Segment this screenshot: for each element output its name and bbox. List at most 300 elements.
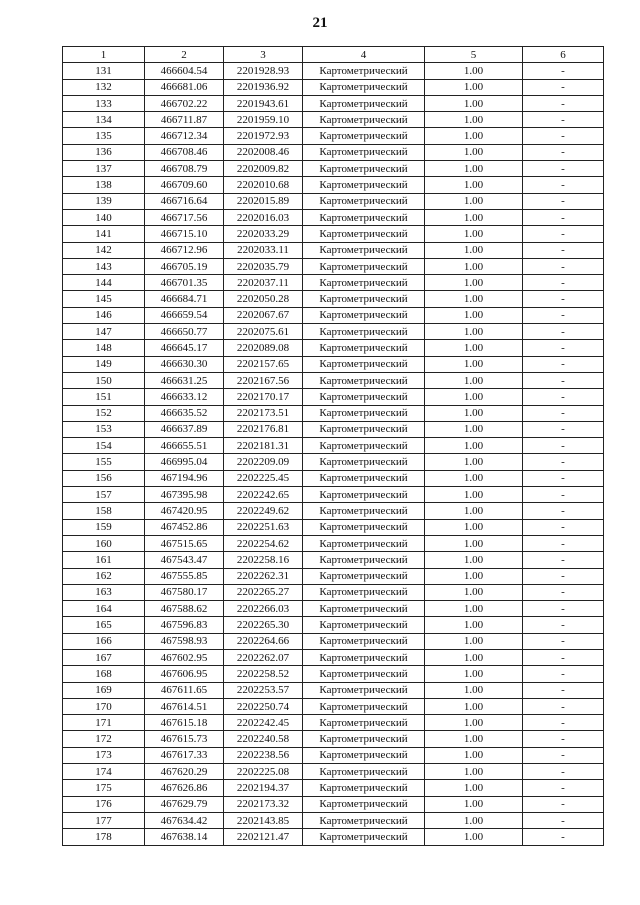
- cell-y-coordinate: 2201928.93: [224, 63, 303, 79]
- cell-method: Картометрический: [303, 95, 425, 111]
- cell-point-number: 132: [63, 79, 145, 95]
- cell-point-number: 168: [63, 666, 145, 682]
- cell-y-coordinate: 2202262.07: [224, 649, 303, 665]
- cell-method: Картометрический: [303, 356, 425, 372]
- cell-method: Картометрический: [303, 324, 425, 340]
- cell-y-coordinate: 2202050.28: [224, 291, 303, 307]
- table-row: [63, 258, 604, 274]
- cell-point-number: 150: [63, 372, 145, 388]
- cell-accuracy: 1.00: [425, 617, 523, 633]
- cell-method: Картометрический: [303, 487, 425, 503]
- cell-x-coordinate: 466631.25: [145, 372, 224, 388]
- cell-y-coordinate: 2202157.65: [224, 356, 303, 372]
- cell-accuracy: 1.00: [425, 519, 523, 535]
- table-row: [63, 193, 604, 209]
- cell-x-coordinate: 467617.33: [145, 747, 224, 763]
- cell-y-coordinate: 2202037.11: [224, 275, 303, 291]
- cell-y-coordinate: 2202242.65: [224, 487, 303, 503]
- table-row: [63, 487, 604, 503]
- cell-method: Картометрический: [303, 519, 425, 535]
- cell-point-number: 149: [63, 356, 145, 372]
- cell-accuracy: 1.00: [425, 177, 523, 193]
- cell-x-coordinate: 467629.79: [145, 796, 224, 812]
- cell-y-coordinate: 2202225.08: [224, 764, 303, 780]
- cell-note: -: [523, 112, 604, 128]
- cell-method: Картометрический: [303, 731, 425, 747]
- cell-point-number: 167: [63, 649, 145, 665]
- cell-accuracy: 1.00: [425, 812, 523, 828]
- cell-method: Картометрический: [303, 715, 425, 731]
- cell-point-number: 143: [63, 258, 145, 274]
- cell-y-coordinate: 2202173.51: [224, 405, 303, 421]
- cell-x-coordinate: 467614.51: [145, 698, 224, 714]
- cell-accuracy: 1.00: [425, 193, 523, 209]
- cell-y-coordinate: 2202265.27: [224, 584, 303, 600]
- cell-method: Картометрический: [303, 291, 425, 307]
- cell-x-coordinate: 467543.47: [145, 552, 224, 568]
- cell-method: Картометрический: [303, 764, 425, 780]
- cell-method: Картометрический: [303, 747, 425, 763]
- cell-note: -: [523, 324, 604, 340]
- cell-method: Картометрический: [303, 372, 425, 388]
- page-number: 21: [312, 15, 328, 31]
- table-row: [63, 568, 604, 584]
- cell-accuracy: 1.00: [425, 438, 523, 454]
- cell-method: Картометрический: [303, 649, 425, 665]
- cell-point-number: 136: [63, 144, 145, 160]
- cell-method: Картометрический: [303, 193, 425, 209]
- cell-point-number: 142: [63, 242, 145, 258]
- cell-point-number: 154: [63, 438, 145, 454]
- cell-note: -: [523, 275, 604, 291]
- cell-y-coordinate: 2202181.31: [224, 438, 303, 454]
- cell-accuracy: 1.00: [425, 568, 523, 584]
- cell-x-coordinate: 466708.46: [145, 144, 224, 160]
- cell-point-number: 146: [63, 307, 145, 323]
- cell-x-coordinate: 467620.29: [145, 764, 224, 780]
- cell-point-number: 174: [63, 764, 145, 780]
- cell-accuracy: 1.00: [425, 780, 523, 796]
- table-row: [63, 389, 604, 405]
- cell-accuracy: 1.00: [425, 584, 523, 600]
- cell-y-coordinate: 2202242.45: [224, 715, 303, 731]
- table-row: [63, 161, 604, 177]
- cell-x-coordinate: 467638.14: [145, 829, 224, 845]
- cell-note: -: [523, 193, 604, 209]
- cell-x-coordinate: 467420.95: [145, 503, 224, 519]
- cell-point-number: 138: [63, 177, 145, 193]
- cell-method: Картометрический: [303, 535, 425, 551]
- cell-x-coordinate: 467588.62: [145, 601, 224, 617]
- header-cell-3: 3: [224, 47, 303, 63]
- cell-method: Картометрический: [303, 682, 425, 698]
- cell-note: -: [523, 649, 604, 665]
- cell-point-number: 157: [63, 487, 145, 503]
- cell-method: Картометрический: [303, 161, 425, 177]
- table-row: [63, 324, 604, 340]
- cell-note: -: [523, 340, 604, 356]
- cell-method: Картометрический: [303, 405, 425, 421]
- cell-x-coordinate: 467580.17: [145, 584, 224, 600]
- cell-method: Картометрический: [303, 209, 425, 225]
- cell-point-number: 160: [63, 535, 145, 551]
- cell-note: -: [523, 568, 604, 584]
- cell-note: -: [523, 242, 604, 258]
- cell-y-coordinate: 2202238.56: [224, 747, 303, 763]
- cell-y-coordinate: 2201936.92: [224, 79, 303, 95]
- cell-x-coordinate: 466659.54: [145, 307, 224, 323]
- cell-accuracy: 1.00: [425, 682, 523, 698]
- cell-accuracy: 1.00: [425, 161, 523, 177]
- cell-method: Картометрический: [303, 617, 425, 633]
- cell-y-coordinate: 2202033.29: [224, 226, 303, 242]
- header-row: [63, 47, 604, 63]
- table-row: [63, 617, 604, 633]
- cell-x-coordinate: 467598.93: [145, 633, 224, 649]
- cell-method: Картометрический: [303, 112, 425, 128]
- cell-note: -: [523, 535, 604, 551]
- cell-x-coordinate: 466712.34: [145, 128, 224, 144]
- cell-y-coordinate: 2202173.32: [224, 796, 303, 812]
- cell-x-coordinate: 466637.89: [145, 421, 224, 437]
- table-row: [63, 405, 604, 421]
- cell-point-number: 151: [63, 389, 145, 405]
- cell-method: Картометрический: [303, 389, 425, 405]
- cell-point-number: 178: [63, 829, 145, 845]
- cell-point-number: 135: [63, 128, 145, 144]
- cell-y-coordinate: 2202194.37: [224, 780, 303, 796]
- table-row: [63, 601, 604, 617]
- cell-x-coordinate: 466702.22: [145, 95, 224, 111]
- cell-point-number: 139: [63, 193, 145, 209]
- cell-point-number: 144: [63, 275, 145, 291]
- table-row: [63, 503, 604, 519]
- cell-y-coordinate: 2202209.09: [224, 454, 303, 470]
- cell-x-coordinate: 466681.06: [145, 79, 224, 95]
- cell-accuracy: 1.00: [425, 389, 523, 405]
- cell-note: -: [523, 796, 604, 812]
- header-cell-6: 6: [523, 47, 604, 63]
- cell-point-number: 131: [63, 63, 145, 79]
- table-row: [63, 731, 604, 747]
- cell-y-coordinate: 2202250.74: [224, 698, 303, 714]
- cell-accuracy: 1.00: [425, 698, 523, 714]
- cell-note: -: [523, 372, 604, 388]
- cell-y-coordinate: 2202258.52: [224, 666, 303, 682]
- cell-accuracy: 1.00: [425, 535, 523, 551]
- cell-y-coordinate: 2202075.61: [224, 324, 303, 340]
- cell-point-number: 137: [63, 161, 145, 177]
- cell-method: Картометрический: [303, 226, 425, 242]
- cell-accuracy: 1.00: [425, 242, 523, 258]
- cell-y-coordinate: 2202265.30: [224, 617, 303, 633]
- cell-note: -: [523, 421, 604, 437]
- cell-accuracy: 1.00: [425, 291, 523, 307]
- cell-method: Картометрический: [303, 307, 425, 323]
- cell-x-coordinate: 467602.95: [145, 649, 224, 665]
- header-cell-4: 4: [303, 47, 425, 63]
- cell-y-coordinate: 2202266.03: [224, 601, 303, 617]
- cell-method: Картометрический: [303, 258, 425, 274]
- cell-x-coordinate: 466645.17: [145, 340, 224, 356]
- cell-y-coordinate: 2202167.56: [224, 372, 303, 388]
- table-row: [63, 470, 604, 486]
- cell-accuracy: 1.00: [425, 487, 523, 503]
- cell-x-coordinate: 466715.10: [145, 226, 224, 242]
- cell-note: -: [523, 209, 604, 225]
- cell-note: -: [523, 731, 604, 747]
- cell-accuracy: 1.00: [425, 79, 523, 95]
- cell-x-coordinate: 467615.18: [145, 715, 224, 731]
- cell-method: Картометрический: [303, 829, 425, 845]
- cell-method: Картометрический: [303, 454, 425, 470]
- cell-point-number: 134: [63, 112, 145, 128]
- cell-method: Картометрический: [303, 242, 425, 258]
- table-row: [63, 682, 604, 698]
- table-row: [63, 666, 604, 682]
- cell-y-coordinate: 2202067.67: [224, 307, 303, 323]
- cell-accuracy: 1.00: [425, 829, 523, 845]
- cell-point-number: 173: [63, 747, 145, 763]
- cell-point-number: 145: [63, 291, 145, 307]
- table-row: [63, 372, 604, 388]
- cell-accuracy: 1.00: [425, 633, 523, 649]
- cell-y-coordinate: 2202008.46: [224, 144, 303, 160]
- cell-note: -: [523, 128, 604, 144]
- cell-accuracy: 1.00: [425, 144, 523, 160]
- table-row: [63, 79, 604, 95]
- cell-note: -: [523, 356, 604, 372]
- cell-method: Картометрический: [303, 438, 425, 454]
- table-row: [63, 633, 604, 649]
- cell-x-coordinate: 466684.71: [145, 291, 224, 307]
- cell-y-coordinate: 2202251.63: [224, 519, 303, 535]
- cell-y-coordinate: 2202121.47: [224, 829, 303, 845]
- cell-point-number: 175: [63, 780, 145, 796]
- cell-note: -: [523, 698, 604, 714]
- cell-x-coordinate: 466635.52: [145, 405, 224, 421]
- cell-note: -: [523, 487, 604, 503]
- cell-y-coordinate: 2202016.03: [224, 209, 303, 225]
- cell-note: -: [523, 829, 604, 845]
- table-row: [63, 356, 604, 372]
- table-row: [63, 764, 604, 780]
- cell-x-coordinate: 467615.73: [145, 731, 224, 747]
- cell-y-coordinate: 2201959.10: [224, 112, 303, 128]
- cell-method: Картометрический: [303, 144, 425, 160]
- cell-method: Картометрический: [303, 340, 425, 356]
- cell-note: -: [523, 454, 604, 470]
- cell-accuracy: 1.00: [425, 307, 523, 323]
- table-header: [63, 47, 604, 63]
- cell-point-number: 166: [63, 633, 145, 649]
- cell-x-coordinate: 466633.12: [145, 389, 224, 405]
- cell-note: -: [523, 438, 604, 454]
- cell-note: -: [523, 291, 604, 307]
- cell-note: -: [523, 764, 604, 780]
- cell-y-coordinate: 2202010.68: [224, 177, 303, 193]
- cell-y-coordinate: 2202249.62: [224, 503, 303, 519]
- cell-y-coordinate: 2202170.17: [224, 389, 303, 405]
- cell-method: Картометрический: [303, 796, 425, 812]
- cell-point-number: 171: [63, 715, 145, 731]
- cell-x-coordinate: 466655.51: [145, 438, 224, 454]
- cell-x-coordinate: 466650.77: [145, 324, 224, 340]
- cell-accuracy: 1.00: [425, 601, 523, 617]
- cell-y-coordinate: 2202089.08: [224, 340, 303, 356]
- header-cell-1: 1: [63, 47, 145, 63]
- cell-y-coordinate: 2202035.79: [224, 258, 303, 274]
- cell-note: -: [523, 747, 604, 763]
- cell-note: -: [523, 812, 604, 828]
- cell-method: Картометрический: [303, 633, 425, 649]
- table-row: [63, 275, 604, 291]
- cell-x-coordinate: 467395.98: [145, 487, 224, 503]
- cell-point-number: 164: [63, 601, 145, 617]
- cell-point-number: 176: [63, 796, 145, 812]
- cell-accuracy: 1.00: [425, 470, 523, 486]
- table-row: [63, 209, 604, 225]
- table-row: [63, 95, 604, 111]
- cell-note: -: [523, 601, 604, 617]
- cell-note: -: [523, 258, 604, 274]
- cell-note: -: [523, 552, 604, 568]
- cell-note: -: [523, 780, 604, 796]
- cell-y-coordinate: 2202254.62: [224, 535, 303, 551]
- cell-x-coordinate: 466705.19: [145, 258, 224, 274]
- cell-y-coordinate: 2201943.61: [224, 95, 303, 111]
- cell-method: Картометрический: [303, 177, 425, 193]
- cell-accuracy: 1.00: [425, 226, 523, 242]
- coordinates-table: [62, 46, 604, 846]
- cell-accuracy: 1.00: [425, 666, 523, 682]
- cell-point-number: 165: [63, 617, 145, 633]
- table-row: [63, 584, 604, 600]
- cell-note: -: [523, 584, 604, 600]
- table-row: [63, 829, 604, 845]
- cell-accuracy: 1.00: [425, 112, 523, 128]
- cell-x-coordinate: 466717.56: [145, 209, 224, 225]
- cell-accuracy: 1.00: [425, 454, 523, 470]
- cell-x-coordinate: 466604.54: [145, 63, 224, 79]
- cell-x-coordinate: 466708.79: [145, 161, 224, 177]
- table-row: [63, 307, 604, 323]
- cell-note: -: [523, 503, 604, 519]
- cell-accuracy: 1.00: [425, 356, 523, 372]
- cell-accuracy: 1.00: [425, 372, 523, 388]
- table-row: [63, 552, 604, 568]
- cell-accuracy: 1.00: [425, 731, 523, 747]
- cell-note: -: [523, 470, 604, 486]
- cell-x-coordinate: 466712.96: [145, 242, 224, 258]
- cell-accuracy: 1.00: [425, 128, 523, 144]
- cell-point-number: 172: [63, 731, 145, 747]
- cell-y-coordinate: 2202015.89: [224, 193, 303, 209]
- cell-note: -: [523, 177, 604, 193]
- cell-accuracy: 1.00: [425, 796, 523, 812]
- cell-accuracy: 1.00: [425, 275, 523, 291]
- cell-note: -: [523, 307, 604, 323]
- cell-accuracy: 1.00: [425, 552, 523, 568]
- table-row: [63, 454, 604, 470]
- cell-y-coordinate: 2201972.93: [224, 128, 303, 144]
- table-row: [63, 649, 604, 665]
- cell-note: -: [523, 519, 604, 535]
- cell-note: -: [523, 682, 604, 698]
- table-row: [63, 421, 604, 437]
- table-row: [63, 438, 604, 454]
- cell-x-coordinate: 467194.96: [145, 470, 224, 486]
- cell-accuracy: 1.00: [425, 405, 523, 421]
- cell-point-number: 140: [63, 209, 145, 225]
- cell-accuracy: 1.00: [425, 324, 523, 340]
- cell-method: Картометрический: [303, 552, 425, 568]
- cell-x-coordinate: 466711.87: [145, 112, 224, 128]
- header-cell-2: 2: [145, 47, 224, 63]
- cell-point-number: 147: [63, 324, 145, 340]
- cell-accuracy: 1.00: [425, 95, 523, 111]
- cell-accuracy: 1.00: [425, 340, 523, 356]
- cell-point-number: 156: [63, 470, 145, 486]
- cell-point-number: 169: [63, 682, 145, 698]
- cell-point-number: 148: [63, 340, 145, 356]
- cell-method: Картометрический: [303, 421, 425, 437]
- cell-note: -: [523, 617, 604, 633]
- cell-accuracy: 1.00: [425, 63, 523, 79]
- cell-point-number: 162: [63, 568, 145, 584]
- cell-method: Картометрический: [303, 275, 425, 291]
- cell-note: -: [523, 633, 604, 649]
- table-row: [63, 535, 604, 551]
- cell-accuracy: 1.00: [425, 503, 523, 519]
- cell-note: -: [523, 144, 604, 160]
- table-row: [63, 112, 604, 128]
- cell-x-coordinate: 466630.30: [145, 356, 224, 372]
- cell-accuracy: 1.00: [425, 209, 523, 225]
- cell-y-coordinate: 2202225.45: [224, 470, 303, 486]
- cell-method: Картометрический: [303, 698, 425, 714]
- cell-accuracy: 1.00: [425, 258, 523, 274]
- cell-y-coordinate: 2202264.66: [224, 633, 303, 649]
- cell-note: -: [523, 405, 604, 421]
- cell-method: Картометрический: [303, 79, 425, 95]
- cell-note: -: [523, 226, 604, 242]
- cell-y-coordinate: 2202176.81: [224, 421, 303, 437]
- cell-method: Картометрический: [303, 568, 425, 584]
- table-row: [63, 796, 604, 812]
- cell-y-coordinate: 2202253.57: [224, 682, 303, 698]
- cell-point-number: 163: [63, 584, 145, 600]
- cell-x-coordinate: 466716.64: [145, 193, 224, 209]
- cell-method: Картометрический: [303, 812, 425, 828]
- cell-y-coordinate: 2202258.16: [224, 552, 303, 568]
- cell-accuracy: 1.00: [425, 764, 523, 780]
- table-row: [63, 177, 604, 193]
- cell-method: Картометрический: [303, 780, 425, 796]
- cell-note: -: [523, 389, 604, 405]
- cell-point-number: 170: [63, 698, 145, 714]
- cell-note: -: [523, 95, 604, 111]
- cell-x-coordinate: 467452.86: [145, 519, 224, 535]
- table-row: [63, 519, 604, 535]
- cell-point-number: 153: [63, 421, 145, 437]
- table-body: [63, 63, 604, 845]
- table-row: [63, 340, 604, 356]
- cell-y-coordinate: 2202262.31: [224, 568, 303, 584]
- cell-method: Картометрический: [303, 470, 425, 486]
- table-row: [63, 747, 604, 763]
- cell-y-coordinate: 2202143.85: [224, 812, 303, 828]
